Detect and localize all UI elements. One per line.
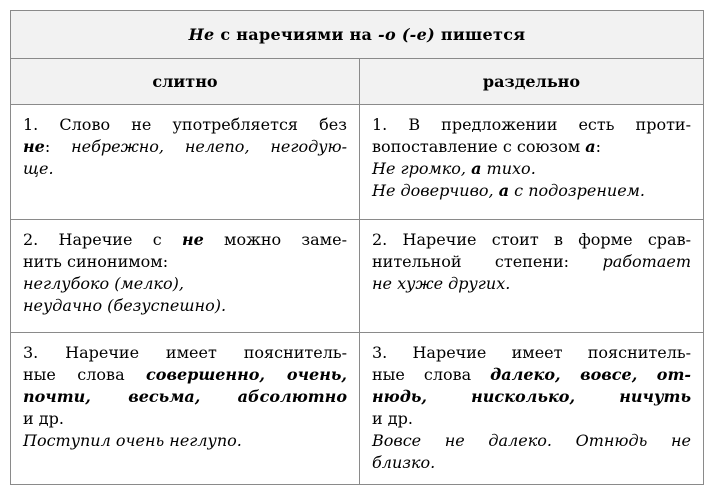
rule-line: 3. Наречие имеет пояснитель- [372, 343, 691, 362]
rule-line: ще. [23, 159, 54, 178]
title-text-2: пишется [434, 25, 526, 44]
example-line: Не доверчиво, а с подозрением. [372, 181, 646, 200]
rule-line: вопоставление с союзом а: [372, 137, 602, 156]
example-line: близко. [372, 453, 436, 472]
rule-line: 1. В предложении есть проти- [372, 115, 691, 134]
rule-line: 2. Наречие стоит в форме срав- [372, 230, 691, 249]
example-line: Вовсе не далеко. Отнюдь не [372, 431, 691, 450]
rule-together-2 [11, 220, 360, 333]
title-suffix: -о (-е) [378, 25, 435, 44]
rule-line: нюдь, нисколько, ничуть [372, 387, 691, 406]
rule-line: не хуже других. [372, 274, 511, 293]
rule-line: 3. Наречие имеет пояснитель- [23, 343, 347, 362]
table-title [11, 11, 704, 59]
rule-line: почти, весьма, абсолютно [23, 387, 347, 406]
rule-together-1 [11, 105, 360, 220]
example-line: неглубоко (мелко), [23, 274, 184, 293]
rule-line: 1. Слово не употребляется без [23, 115, 347, 134]
rule-line: нительной степени: работает [372, 252, 691, 271]
header-separately: раздельно [360, 59, 704, 105]
example-line: неудачно (безуспешно). [23, 296, 227, 315]
title-text-1: с наречиями на [214, 25, 379, 44]
rule-line: ные слова совершенно, очень, [23, 365, 347, 384]
rule-line: и др. [372, 409, 413, 428]
spelling-rules-table [10, 10, 704, 485]
rule-separately-2 [360, 220, 704, 333]
rule-line: не: небрежно, нелепо, негодую- [23, 137, 347, 156]
rule-line: 2. Наречие с не можно заме- [23, 230, 347, 249]
rule-line: и др. [23, 409, 64, 428]
rule-separately-3 [360, 333, 704, 485]
rule-line: нить синонимом: [23, 252, 169, 271]
title-ne: Не [188, 25, 215, 44]
rule-separately-1 [360, 105, 704, 220]
rule-together-3 [11, 333, 360, 485]
rule-line: ные слова далеко, вовсе, от- [372, 365, 692, 384]
example-line: Не громко, а тихо. [372, 159, 536, 178]
header-together: слитно [11, 59, 360, 105]
example-line: Поступил очень неглупо. [23, 431, 242, 450]
